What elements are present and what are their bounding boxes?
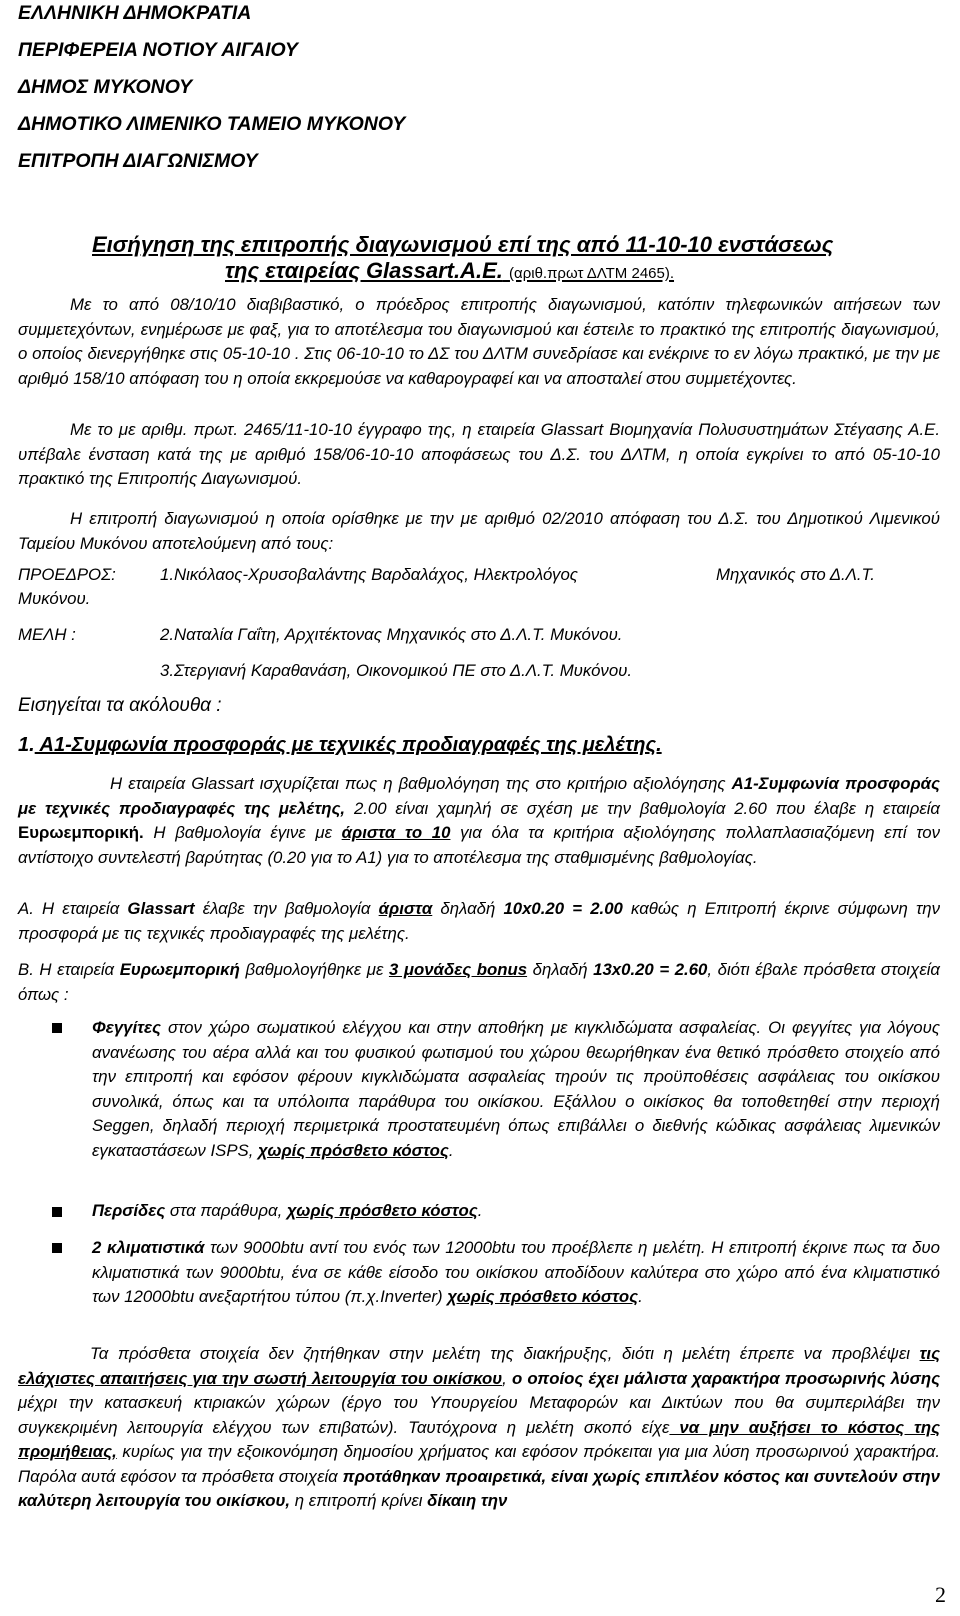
members-label: ΜΕΛΗ : [18,625,76,644]
bullet-2-text: Περσίδες στα παράθυρα, χωρίς πρόσθετο κόστος. [92,1201,483,1220]
title-company: της εταιρείας Glassart.Α.Ε. [225,258,503,283]
president-name: 1.Νικόλαος-Χρυσοβαλάντης Βαρδαλάχος, Ηλεκτρολόγος [160,565,578,584]
intro-paragraph-2: Με το με αριθμ. πρωτ. 2465/11-10-10 έγγραφο της, η εταιρεία Glassart Βιομηχανία Πολυσυστημάτων Στέγασης Α.Ε. υπέβαλε ένσταση κατά της με αριθμό 158/06-10-10 αποφάσεως του Δ.Σ. του ΔΛΤΜ, η οποία εγκρίνει το από 05-10-10 πρακτικό της Επιτροπής Διαγωνισμού. [18,420,940,488]
page-number: 2 [935,1582,946,1607]
intro-paragraph-3: Η επιτροπή διαγωνισμού η οποία ορίσθηκε με την με αριθμό 02/2010 απόφαση του Δ.Σ. του Δημοτικού Λιμενικού Ταμείου Μυκόνου αποτελούμενη από τους: [18,509,940,553]
bullet-3-icon [52,1243,62,1253]
header-line-1: ΕΛΛΗΝΙΚΗ ΔΗΜΟΚΡΑΤΙΑ [18,2,252,24]
proposes-heading: Εισηγείται τα ακόλουθα : [18,695,222,716]
section-1-paragraph: Η εταιρεία Glassart ισχυρίζεται πως η βαθμολόγηση της στο κριτήριο αξιολόγησης Α1-Συμφωνία προσφοράς με τεχνικές προδιαγραφές της μελέτης, 2.00 είναι χαμηλή σε σχέση με την βαθμολογία 2.60 που έλαβε η εταιρεία Ευρωεμπορική. Η βαθμολογία έγινε με άριστα το 10 για όλα τα κριτήρια αξιολόγησης πολλαπλασιαζόμενη επί τον αντίστοιχο συντελεστή βαρύτητας (0.20 για το Α1) για το αποτέλεσμα της σταθμισμένης βαθμολογίας. [18,774,941,867]
president-role-cont: Μυκόνου. [18,589,91,608]
title-line-1: Εισήγηση της επιτροπής διαγωνισμού επί της από 11-10-10 ενστάσεως [92,232,834,257]
section-1-number: 1. [18,734,35,756]
member-2: 2.Ναταλία Γαΐτη, Αρχιτέκτονας Μηχανικός στο Δ.Λ.Τ. Μυκόνου. [160,625,623,644]
president-role: Μηχανικός στο Δ.Λ.Τ. [716,565,875,584]
header-line-4: ΔΗΜΟΤΙΚΟ ΛΙΜΕΝΙΚΟ ΤΑΜΕΙΟ ΜΥΚΟΝΟΥ [18,113,406,135]
header-line-3: ΔΗΜΟΣ ΜΥΚΟΝΟΥ [18,76,193,98]
section-1-item-a: Α. Η εταιρεία Glassart έλαβε την βαθμολογία άριστα δηλαδή 10x0.20 = 2.00 καθώς η Επιτροπή έκρινε σύμφωνη την προσφορά με τις τεχνικές προδιαγραφές της μελέτης. [18,899,940,943]
section-1-title: Α1-Συμφωνία προσφοράς με τεχνικές προδιαγραφές της μελέτης. [34,734,662,756]
title-note: (αριθ.πρωτ ΔΛΤΜ 2465). [509,265,675,282]
title-line-2 [225,258,674,284]
bullet-1-icon [52,1023,62,1033]
president-label: ΠΡΟΕΔΡΟΣ: [18,565,116,584]
bullet-1-text: Φεγγίτες στον χώρο σωματικού ελέγχου και στην αποθήκη με κιγκλιδώματα ασφαλείας. Οι φεγγίτες για λόγους ανανέωσης του αέρα αλλά και του φυσικού φωτισμού του χώρου θεωρήθηκαν ένα θετικό πρόσθετο στοιχείο από την επιτροπή και εφόσον φέρουν κιγκλιδώματα ασφαλείας τηρούν τις προϋποθέσεις ασφάλειας του οικίσκου συνολικά, όπως και τα υπόλοιπα παράθυρα του οικίσκου. Εξάλλου ο οικίσκος θα τοποθετηθεί στην περιοχή Seggen, δηλαδή περιοχή περιμετρικά προστατευμένη όπως επιβάλλει ο διεθνής κώδικας ασφάλειας λιμενικών εγκαταστάσεων ISPS, χωρίς πρόσθετο κόστος. [92,1018,940,1160]
bullet-2-icon [52,1207,62,1217]
closing-paragraph: Τα πρόσθετα στοιχεία δεν ζητήθηκαν στην μελέτη της διακήρυξης, διότι η μελέτη έπρεπε να προβλέψει τις ελάχιστες απαιτήσεις για την σωστή λειτουργία του οικίσκου, ο οποίος έχει μάλιστα χαρακτήρα προσωρινής λύσης μέχρι την κατασκευή κτιριακών χώρων (έργο του Υπουργείου Μεταφορών και Δικτύων που θα συμπεριλάβει την συγκεκριμένη λειτουργία ελέγχου των επιβατών). Ταυτόχρονα η μελέτη σκοπό είχε να μην αυξήσει το κόστος της προμήθειας, κυρίως για την εξοικονόμηση δημοσίου χρήματος και εφόσον πρόκειται για μια λύση προσωρινού χαρακτήρα. Παρόλα αυτά εφόσον τα πρόσθετα στοιχεία προτάθηκαν προαιρετικά, είναι χωρίς επιπλέον κόστος και συντελούν στην καλύτερη λειτουργία του οικίσκου, η επιτροπή κρίνει δίκαιη την [18,1344,941,1510]
section-1-item-b: Β. Η εταιρεία Ευρωεμπορική βαθμολογήθηκε με 3 μονάδες bonus δηλαδή 13x0.20 = 2.60, διότι έβαλε πρόσθετα στοιχεία όπως : [18,960,940,1004]
header-line-2: ΠΕΡΙΦΕΡΕΙΑ ΝΟΤΙΟΥ ΑΙΓΑΙΟΥ [18,39,298,61]
header-line-5: ΕΠΙΤΡΟΠΗ ΔΙΑΓΩΝΙΣΜΟΥ [18,150,258,172]
member-3: 3.Στεργιανή Καραθανάση, Οικονομικού ΠΕ στο Δ.Λ.Τ. Μυκόνου. [160,661,633,680]
intro-paragraph-1: Με το από 08/10/10 διαβιβαστικό, ο πρόεδρος επιτροπής διαγωνισμού, κατόπιν τηλεφωνικών αιτήσεων των συμμετεχόντων, ενημέρωσε με φαξ, για το αποτέλεσμα του διαγωνισμού και έστειλε το πρακτικό της επιτροπής διαγωνισμού, ο οποίος διενεργήθηκε στις 05-10-10 . Στις 06-10-10 το ΔΣ του ΔΛΤΜ συνεδρίασε και ενέκρινε το εν λόγω πρακτικό, με την με αριθμό 158/10 απόφαση του η οποία εκκρεμούσε να καθαρογραφεί και να αποσταλεί στου συμμετέχοντες. [18,295,940,388]
section-1-heading [18,734,662,757]
bullet-3-text: 2 κλιματιστικά των 9000btu αντί του ενός των 12000btu του προέβλεπε η μελέτη. Η επιτροπή έκρινε πως τα δυο κλιματιστικά των 9000btu, ένα σε κάθε είσοδο του οικίσκου αποδίδουν καλύτερα στο χώρο από ένα κλιματιστικό των 12000btu ανεξαρτήτου τύπου (π.χ.Inverter) χωρίς πρόσθετο κόστος. [92,1238,940,1306]
